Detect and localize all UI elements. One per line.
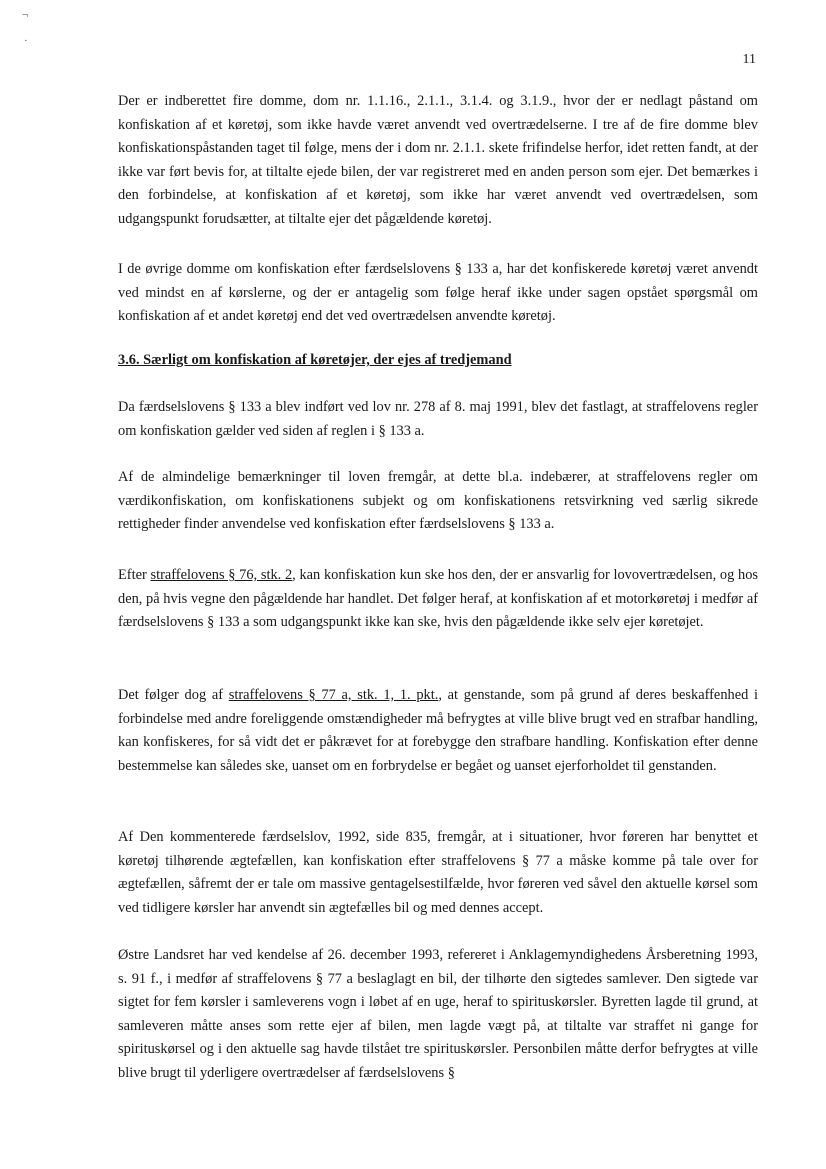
paragraph-6-before: Det følger dog af — [118, 687, 229, 703]
paragraph-8: Østre Landsret har ved kendelse af 26. december 1993, refereret i Anklagemyndighedens Årsberetning 1993, s. 91 f., i medfør af straffelovens § 77 a beslaglagt en bil, der tilhørte den sigtedes samlever. Den sigtede var sigtet for fem kørsler i samleverens vogn i løbet af en uge, heraf to spirituskørsler. Byretten lagde til grund, at samleveren måtte anses som rette ejer af bilen, men lagde vægt på, at tiltalte var straffet ni gange for spirituskørsel og i den aktuelle sag havde tilstået tre spirituskørsler. Personbilen måtte derfor befrygtes at ville blive brugt til yderligere overtrædelser af færdselslovens § — [118, 947, 758, 1081]
paragraph-7: Af Den kommenterede færdselslov, 1992, side 835, fremgår, at i situationer, hvor føreren har benyttet et køretøj tilhørende ægtefællen, kan konfiskation efter straffelovens § 77 a måske komme på tale over for ægtefællen, såfremt der er tale om massive gentagelsestilfælde, hvor føreren ved såvel den aktuelle kørsel som ved tidligere kørsler har anvendt sin ægtefælles bil og med dennes accept. — [118, 829, 758, 916]
paragraph-5-after: , kan konfiskation kun ske hos den, der er ansvarlig for lovovertrædelsen, og hos den, på hvis vegne den pågældende har handlet. Det følger heraf, at konfiskation af et motorkøretøj i medfør af færdselslovens § 133 a som udgangspunkt ikke kan ske, hvis den pågældende ikke selv ejer køretøjet. — [118, 567, 759, 630]
page-number: 11 — [742, 52, 756, 67]
paragraph-2: I de øvrige domme om konfiskation efter færdselslovens § 133 a, har det konfiskerede køretøj været anvendt ved mindst en af kørslerne, og der er antagelig som følge heraf ikke under sagen opstået spørgsmål om konfiskation af et andet køretøj end det ved overtrædelsen anvendte køretøj. — [118, 261, 758, 324]
margin-mark-2: · — [24, 35, 28, 47]
paragraph-3: Da færdselslovens § 133 a blev indført ved lov nr. 278 af 8. maj 1991, blev det fastlagt, at straffelovens regler om konfiskation gælder ved siden af reglen i § 133 a. — [118, 399, 758, 439]
paragraph-5 — [118, 564, 758, 635]
margin-mark-1: ¬ — [22, 9, 29, 21]
paragraph-6-after: , at genstande, som på grund af deres beskaffenhed i forbindelse med andre foreliggende omstændigheder må befrygtes at ville blive brugt ved en strafbar handling, kan konfiskeres, for så vidt det er påkrævet for at forebygge den strafbare handling. Konfiskation efter denne bestemmelse kan således ske, uanset om en forbrydelse er begået og uanset ejerforholdet til genstanden. — [118, 687, 759, 774]
law-reference-link[interactable]: straffelovens § 76, stk. 2 — [150, 567, 293, 583]
paragraph-6 — [118, 684, 758, 778]
paragraph-1: Der er indberettet fire domme, dom nr. 1.1.16., 2.1.1., 3.1.4. og 3.1.9., hvor der er nedlagt påstand om konfiskation af et køretøj, som ikke havde været anvendt ved overtrædelserne. I tre af de fire domme blev konfiskationspåstanden taget til følge, mens der i dom nr. 2.1.1. skete frifindelse herfor, idet retten fandt, at der ikke var ført bevis for, at tiltalte ejede bilen, der var registreret med en anden person som ejer. Det bemærkes i den forbindelse, at konfiskation af et køretøj, som ikke har været anvendt ved overtrædelsen, som udgangspunkt forudsætter, at tiltalte ejer det pågældende køretøj. — [118, 93, 758, 227]
paragraph-4: Af de almindelige bemærkninger til loven fremgår, at dette bl.a. indebærer, at straffelovens regler om værdikonfiskation, om konfiskationens subjekt og om konfiskationens retsvirkning ved særlig sikrede rettigheder finder anvendelse ved konfiskation efter færdselslovens § 133 a. — [118, 469, 758, 532]
paragraph-5-before: Efter — [118, 567, 151, 583]
law-reference-link[interactable]: straffelovens § 77 a, stk. 1, 1. pkt. — [228, 687, 439, 703]
section-heading: 3.6. Særligt om konfiskation af køretøjer, der ejes af tredjemand — [118, 352, 512, 368]
